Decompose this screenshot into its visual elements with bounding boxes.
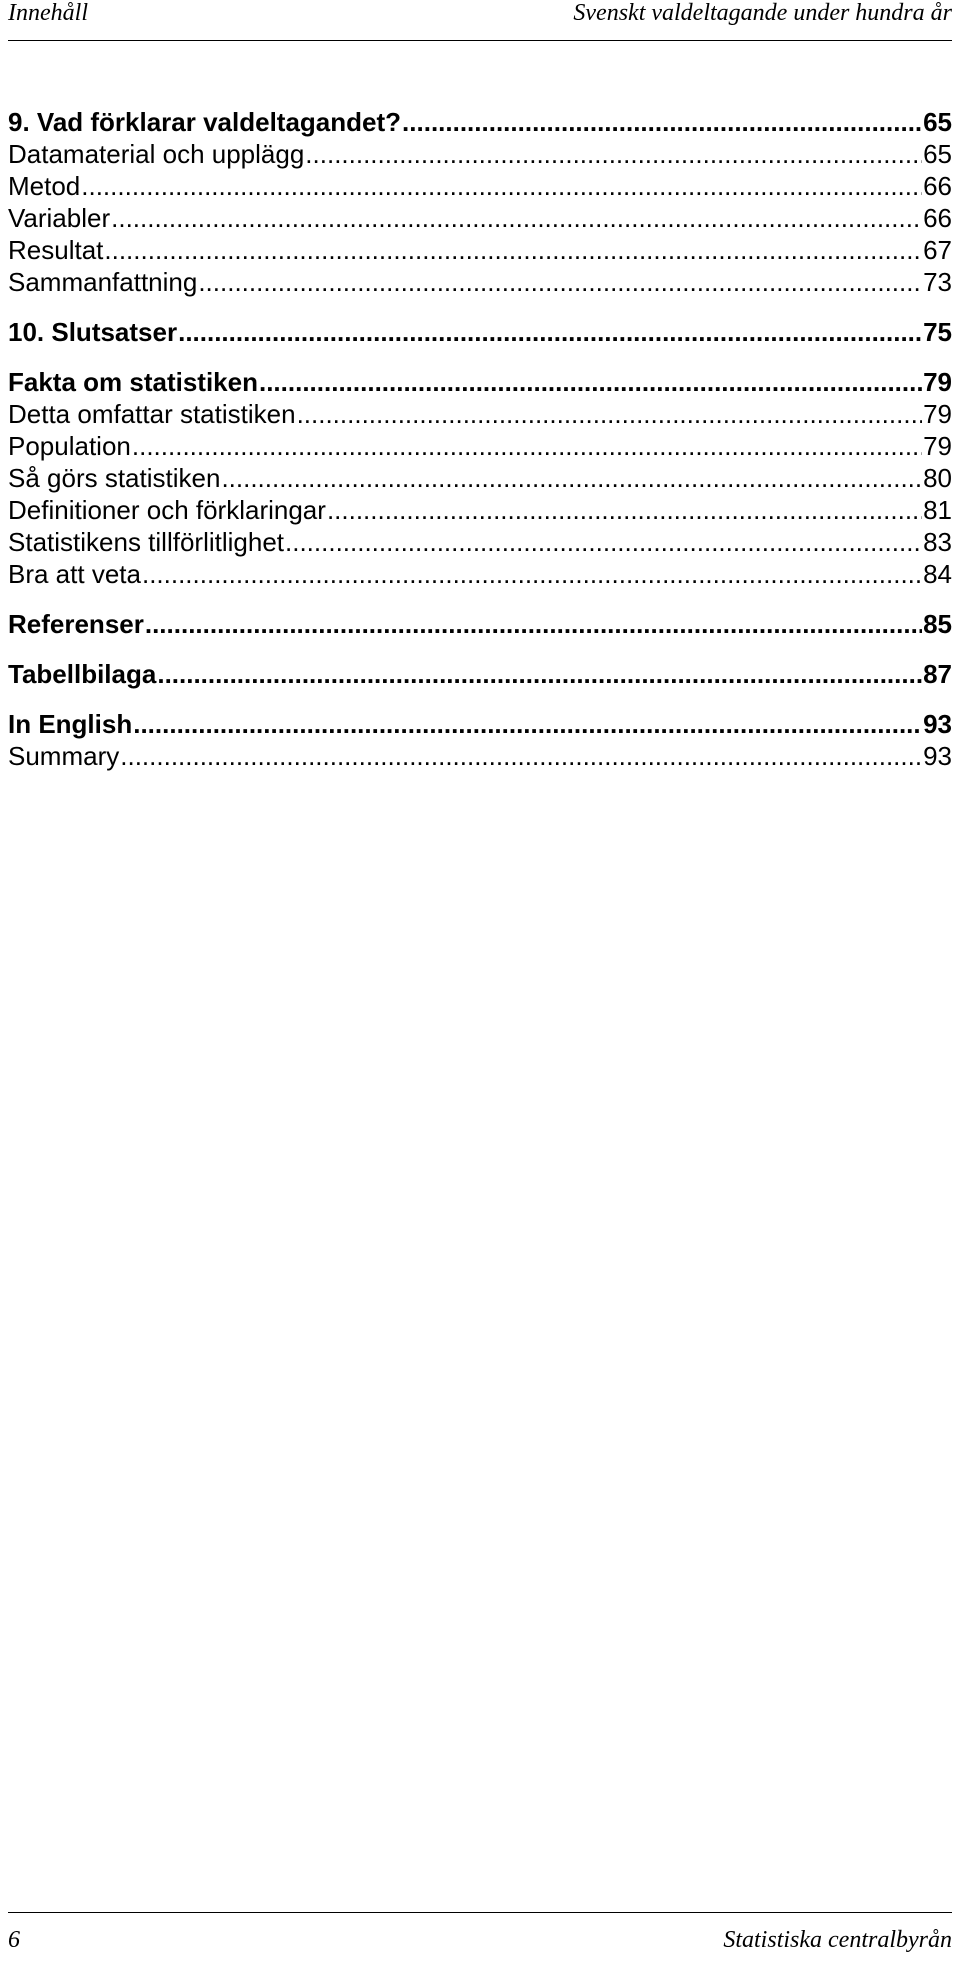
toc-entry-page: 81 (923, 495, 952, 525)
toc-entry-page: 67 (923, 235, 952, 265)
toc-entry[interactable] (8, 658, 952, 690)
toc-entry-title: Resultat (8, 235, 104, 265)
toc-dot-leader (297, 398, 923, 430)
toc-dot-leader (157, 658, 922, 690)
toc-entry[interactable] (8, 170, 952, 202)
toc-entry-page: 80 (923, 463, 952, 493)
toc-entry-page: 79 (923, 367, 952, 397)
toc-entry[interactable] (8, 462, 952, 494)
toc-entry-page: 85 (923, 609, 952, 639)
toc-entry[interactable] (8, 266, 952, 298)
toc-dot-leader (178, 316, 922, 348)
toc-entry-page: 79 (923, 431, 952, 461)
toc-dot-leader (327, 494, 922, 526)
header-section-title: Innehåll (8, 0, 88, 26)
toc-entry-title: Population (8, 431, 131, 461)
toc-dot-leader (305, 138, 922, 170)
toc-entry-title: Bra att veta (8, 559, 141, 589)
toc-dot-leader (104, 234, 922, 266)
toc-entry-title: Tabellbilaga (8, 659, 157, 689)
toc-entry-title: Detta omfattar statistiken (8, 399, 296, 429)
toc-entry[interactable] (8, 316, 952, 348)
toc-dot-leader (120, 740, 922, 772)
toc-entry-page: 73 (923, 267, 952, 297)
toc-entry-page: 93 (923, 741, 952, 771)
toc-entry-page: 65 (923, 107, 952, 137)
toc-entry-title: Variabler (8, 203, 111, 233)
toc-entry-title: Statistikens tillförlitlighet (8, 527, 284, 557)
toc-dot-leader (198, 266, 922, 298)
toc-dot-leader (81, 170, 922, 202)
toc-entry-title: Metod (8, 171, 81, 201)
toc-dot-leader (259, 366, 922, 398)
toc-dot-leader (132, 430, 922, 462)
toc-entry-page: 66 (923, 171, 952, 201)
toc-entry-page: 65 (923, 139, 952, 169)
toc-entry[interactable] (8, 106, 952, 138)
toc-entry[interactable] (8, 708, 952, 740)
toc-entry-title: In English (8, 709, 133, 739)
toc-dot-leader (285, 526, 922, 558)
toc-entry-title: 9. Vad förklarar valdeltagandet? (8, 107, 402, 137)
toc-entry[interactable] (8, 138, 952, 170)
toc-dot-leader (111, 202, 922, 234)
toc-entry-title: Summary (8, 741, 120, 771)
toc-entry-page: 87 (923, 659, 952, 689)
toc-entry-title: Referenser (8, 609, 144, 639)
toc-entry-title: Sammanfattning (8, 267, 198, 297)
toc-entry[interactable] (8, 740, 952, 772)
toc-entry[interactable] (8, 558, 952, 590)
table-of-contents (8, 106, 952, 772)
toc-entry[interactable] (8, 608, 952, 640)
toc-entry[interactable] (8, 430, 952, 462)
header-document-title: Svenskt valdeltagande under hundra år (573, 0, 952, 26)
toc-dot-leader (133, 708, 922, 740)
toc-entry-page: 79 (923, 399, 952, 429)
toc-entry-title: Definitioner och förklaringar (8, 495, 326, 525)
toc-entry[interactable] (8, 366, 952, 398)
page-footer (8, 1912, 952, 1963)
toc-entry-page: 93 (923, 709, 952, 739)
toc-entry[interactable] (8, 398, 952, 430)
toc-dot-leader (145, 608, 922, 640)
page-number: 6 (8, 1927, 20, 1953)
toc-entry[interactable] (8, 494, 952, 526)
toc-entry[interactable] (8, 202, 952, 234)
toc-entry-page: 83 (923, 527, 952, 557)
toc-entry-page: 66 (923, 203, 952, 233)
toc-dot-leader (142, 558, 922, 590)
toc-entry[interactable] (8, 526, 952, 558)
toc-entry-title: 10. Slutsatser (8, 317, 178, 347)
toc-entry-title: Så görs statistiken (8, 463, 221, 493)
publisher-name: Statistiska centralbyrån (723, 1927, 952, 1953)
toc-entry-page: 75 (923, 317, 952, 347)
page-header (8, 0, 952, 41)
toc-dot-leader (402, 106, 922, 138)
toc-entry[interactable] (8, 234, 952, 266)
toc-entry-title: Datamaterial och upplägg (8, 139, 305, 169)
toc-dot-leader (221, 462, 922, 494)
toc-entry-title: Fakta om statistiken (8, 367, 258, 397)
toc-entry-page: 84 (923, 559, 952, 589)
